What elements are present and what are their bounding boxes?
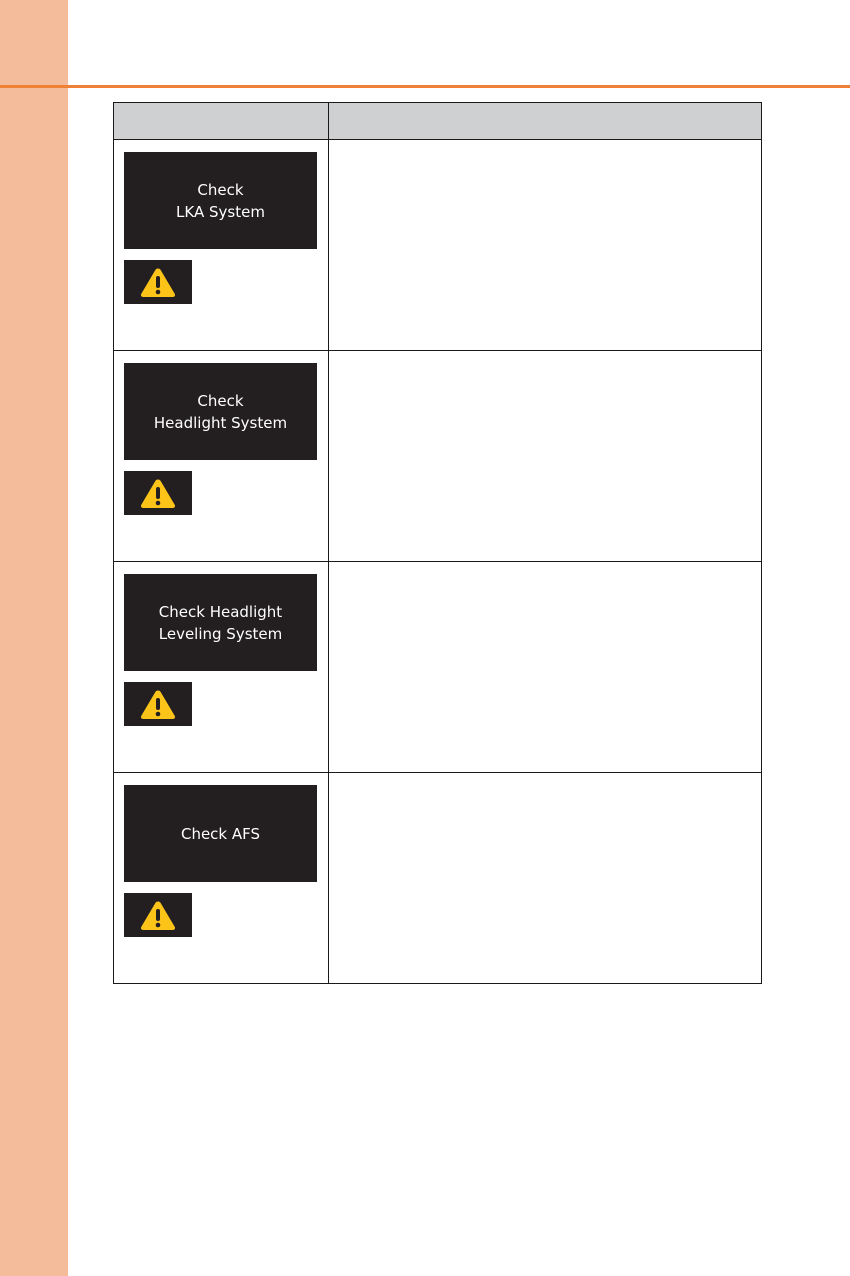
details-cell (329, 773, 762, 984)
display-cell (114, 140, 329, 351)
message-text: Check LKA System (176, 180, 265, 221)
warning-indicator (124, 893, 192, 937)
display-cell (114, 773, 329, 984)
details-cell (329, 351, 762, 562)
warning-indicator (124, 682, 192, 726)
table-row (114, 773, 762, 984)
table-row (114, 140, 762, 351)
table-row (114, 351, 762, 562)
message-text: Check Headlight Leveling System (158, 602, 283, 643)
display-cell (114, 562, 329, 773)
message-display (124, 152, 317, 249)
message-display (124, 785, 317, 882)
table-header-details (329, 103, 762, 140)
warning-triangle-icon (139, 899, 177, 931)
message-text: Check Headlight System (153, 391, 288, 432)
warning-triangle-icon (139, 266, 177, 298)
display-cell (114, 351, 329, 562)
details-cell (329, 562, 762, 773)
warning-triangle-icon (139, 477, 177, 509)
table-header-row (114, 103, 762, 140)
warning-indicator (124, 260, 192, 304)
warning-triangle-icon (139, 688, 177, 720)
table-header-display (114, 103, 329, 140)
table-row (114, 562, 762, 773)
side-band (0, 0, 68, 1276)
message-text: Check AFS (180, 824, 261, 843)
message-display (124, 574, 317, 671)
details-cell (329, 140, 762, 351)
warning-message-table (113, 102, 762, 984)
message-display (124, 363, 317, 460)
warning-indicator (124, 471, 192, 515)
header-rule (0, 85, 850, 88)
